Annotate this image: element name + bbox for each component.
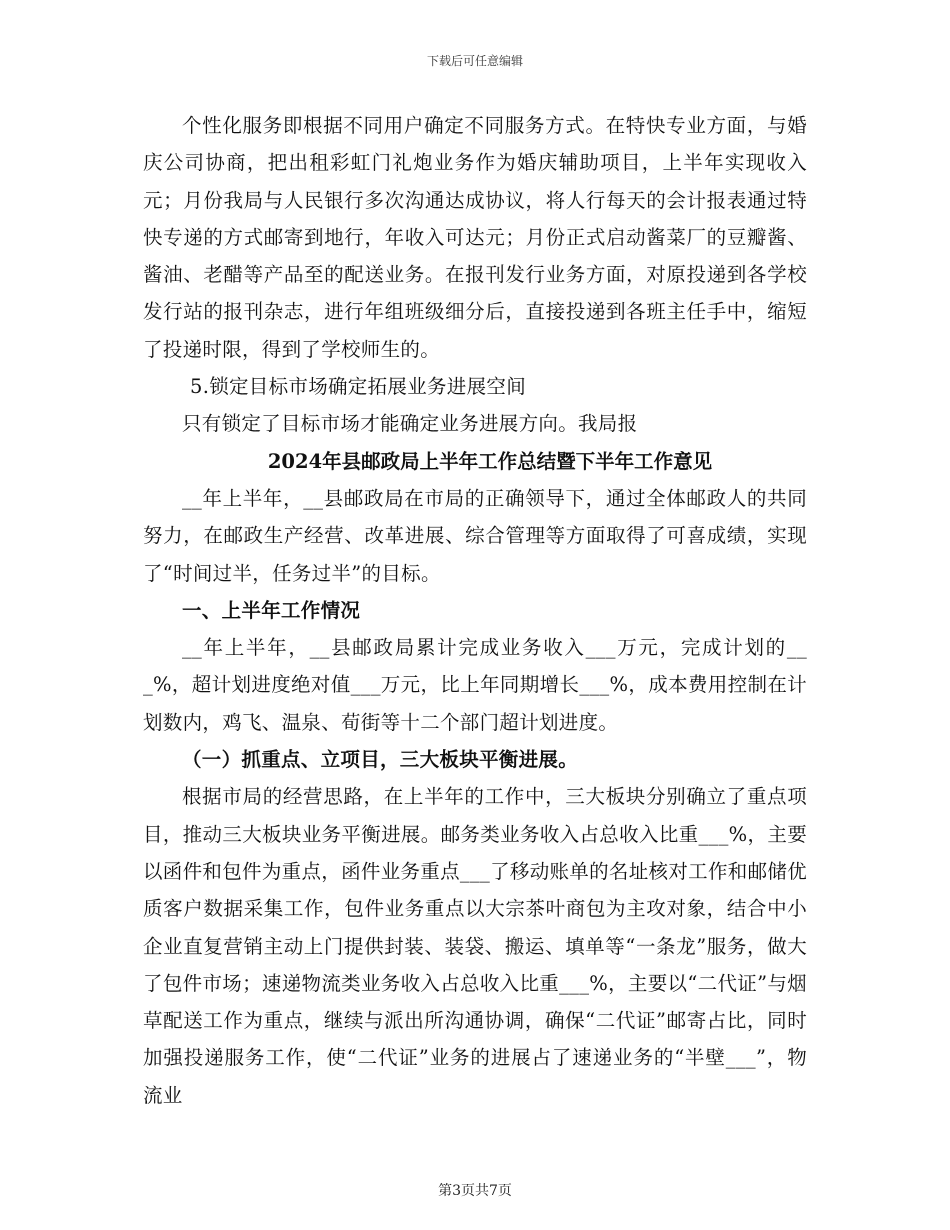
- paragraph-target-market: 只有锁定了目标市场才能确定业务进展方向。我局报: [182, 412, 638, 436]
- paragraph-section-5-heading: 5.锁定目标市场确定拓展业务进展空间: [190, 375, 527, 399]
- document-body: [143, 107, 807, 1114]
- subsection-heading-key-projects: （一）抓重点、立项目，三大板块平衡进展。: [182, 748, 579, 772]
- page-header-note: 下载后可任意编辑: [426, 54, 523, 68]
- page-number-footer: 第3页共7页: [438, 1183, 512, 1199]
- paragraph-intro: __年上半年，__县邮政局在市局的正确领导下，通过全体邮政人的共同努力，在邮政生产经营、改革进展、综合管理等方面取得了可喜成绩，实现了“时间过半，任务过半”的目标。: [143, 486, 807, 585]
- document-title: 2024年县邮政局上半年工作总结暨下半年工作意见: [267, 449, 713, 473]
- paragraph-revenue-summary: __年上半年，__县邮政局累计完成业务收入___万元，完成计划的___%，超计划进度绝对值___万元，比上年同期增长___%，成本费用控制在计划数内，鸡飞、温泉、荀街等十二个部门超计划进度。: [143, 636, 807, 734]
- section-heading-first-half: 一、上半年工作情况: [182, 598, 361, 622]
- paragraph-three-sectors: 根据市局的经营思路，在上半年的工作中，三大板块分别确立了重点项目，推动三大板块业务平衡进展。邮务类业务收入占总收入比重___%，主要以函件和包件为重点，函件业务重点___了移动账单的名址核对工作和邮储优质客户数据采集工作，包件业务重点以大宗茶叶商包为主攻对象，结合中小企业直复营销主动上门提供封装、装袋、搬运、填单等“一条龙”服务，做大了包件市场；速递物流类业务收入占总收入比重___%，主要以“二代证”与烟草配送工作为重点，继续与派出所沟通协调，确保“二代证”邮寄占比，同时加强投递服务工作，使“二代证”业务的进展占了速递业务的“半壁___”，物流业: [143, 785, 807, 1107]
- paragraph-personalized-service: 个性化服务即根据不同用户确定不同服务方式。在特快专业方面，与婚庆公司协商，把出租彩虹门礼炮业务作为婚庆辅助项目，上半年实现收入元；月份我局与人民银行多次沟通达成协议，将人行每天的会计报表通过特快专递的方式邮寄到地行，年收入可达元；月份正式启动酱菜厂的豆瓣酱、酱油、老醋等产品至的配送业务。在报刊发行业务方面，对原投递到各学校发行站的报刊杂志，进行年组班级细分后，直接投递到各班主任手中，缩短了投递时限，得到了学校师生的。: [143, 114, 807, 361]
